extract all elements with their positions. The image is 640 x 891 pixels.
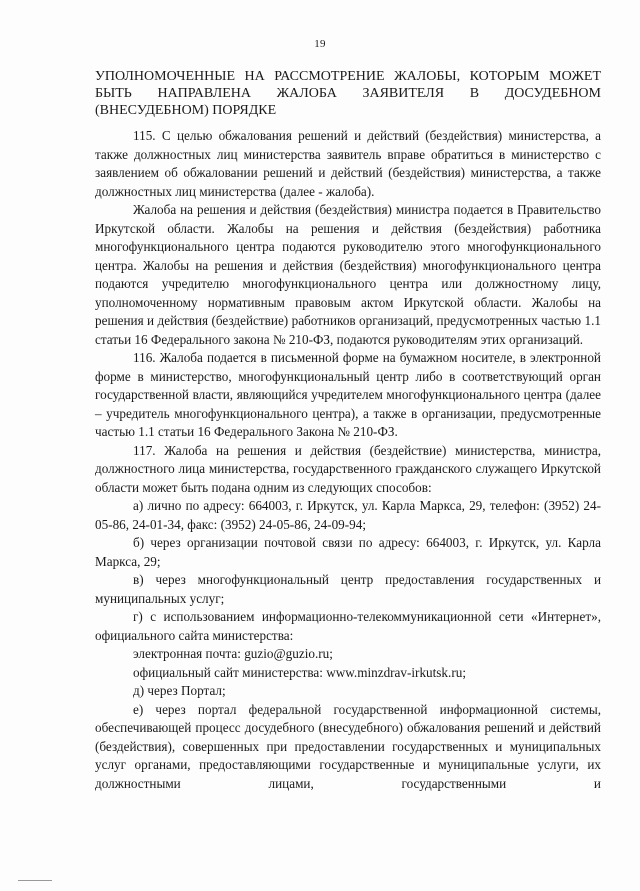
website-line: официальный сайт министерства: www.minzdrav-irkutsk.ru; bbox=[133, 664, 466, 680]
list-item-b-postal: б) через организации почтовой связи по адресу: 664003, г. Иркутск, ул. Карла Маркса, 29; bbox=[95, 535, 601, 569]
list-item-d-portal: д) через Портал; bbox=[133, 683, 226, 698]
paragraph-complaint-addressees: Жалоба на решения и действия (бездействия) министра подается в Правительство Иркутской области. Жалобы на решения и действия (бездействия) работника многофункционального центра подаются руководителю этого многофункционального центра. Жалобы на решения и действия (бездействия) многофункционального центра подаются учредителю многофункционального центра или должностному лицу, уполномоченному нормативным правовым актом Иркутской области. Жалобы на решения и действия (бездействие) работников организаций, предусмотренных частью 1.1 статьи 16 Федерального закона № 210-ФЗ, подаются руководителям этих организаций. bbox=[95, 202, 601, 347]
paragraph-117: 117. Жалоба на решения и действия (бездействие) министерства, министра, должностного лица министерства, государственного гражданского служащего Иркутской области может быть подана одним из следующих способов: bbox=[95, 442, 601, 495]
page-number: 19 bbox=[314, 38, 326, 50]
email-line: электронная почта: guzio@guzio.ru; bbox=[133, 646, 333, 661]
list-item-a-in-person: а) лично по адресу: 664003, г. Иркутск, ул. Карла Маркса, 29, телефон: (3952) 24-05-86, 24-01-34, факс: (3952) 24-05-86, 24-09-94; bbox=[95, 498, 601, 532]
list-item-e-federal-portal: е) через портал федеральной государственной информационной системы, обеспечивающей процесс досудебного (внесудебного) обжалования решений и действий (бездействия), совершенных при предоставлении государственных и муниципальных услуг органами, предоставляющими государственные и муниципальные услуги, их должностными лицами, государственными и bbox=[95, 701, 601, 791]
document-body bbox=[95, 127, 601, 793]
scan-edge-mark bbox=[18, 880, 52, 881]
list-item-g-internet: г) с использованием информационно-телекоммуникационной сети «Интернет», официального сайта министерства: bbox=[95, 609, 601, 643]
paragraph-115: 115. С целью обжалования решений и действий (бездействия) министерства, а также должностных лиц министерства заявитель вправе обратиться в министерство с заявлением об обжаловании решений и действий (бездействия) министерства, а также должностных лиц министерства (далее - жалоба). bbox=[95, 128, 601, 199]
paragraph-116: 116. Жалоба подается в письменной форме на бумажном носителе, в электронной форме в министерство, многофункциональный центр либо в соответствующий орган государственной власти, являющийся учредителем многофункционального центра (далее – учредитель многофункционального центра), а также в организации, предусмотренные частью 1.1 статьи 16 Федерального Закона № 210-ФЗ. bbox=[95, 350, 601, 439]
section-heading: УПОЛНОМОЧЕННЫЕ НА РАССМОТРЕНИЕ ЖАЛОБЫ, КОТОРЫМ МОЖЕТ БЫТЬ НАПРАВЛЕНА ЖАЛОБА ЗАЯВИТЕЛЯ В ДОСУДЕБНОМ (ВНЕСУДЕБНОМ) ПОРЯДКЕ bbox=[95, 69, 601, 118]
list-item-v-mfc: в) через многофункциональный центр предоставления государственных и муниципальных услуг; bbox=[95, 572, 601, 606]
